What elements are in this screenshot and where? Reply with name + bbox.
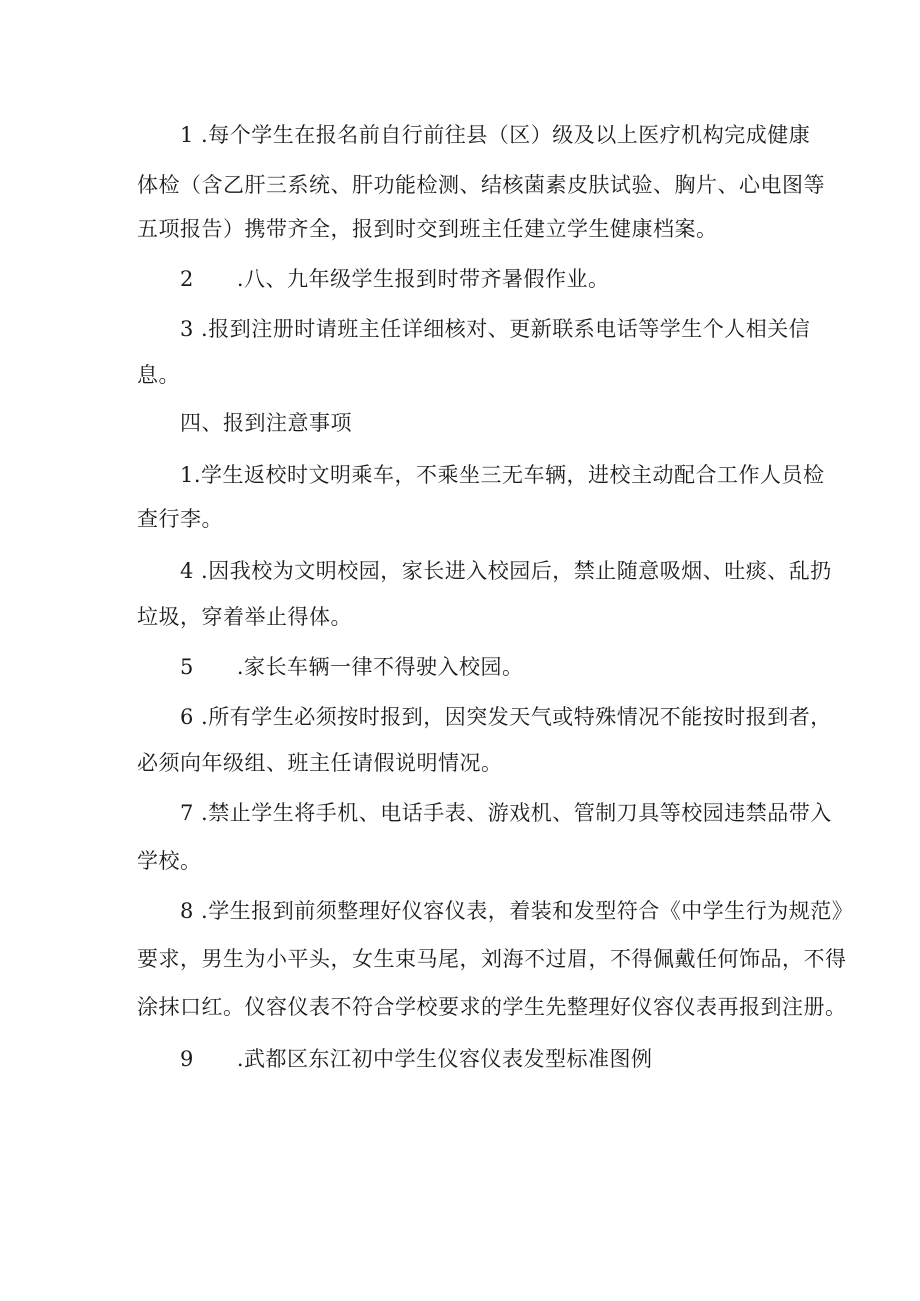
item-prohibited-line-1: 7 .禁止学生将手机、电话手表、游戏机、管制刀具等校园违禁品带入 [180,801,832,825]
item-health-line-3: 五项报告）携带齐全，报到时交到班主任建立学生健康档案。 [137,217,718,241]
item-parents-line-1: 4 .因我校为文明校园，家长进入校园后，禁止随意吸烟、吐痰、乱扔 [180,559,832,583]
item-appearance-line-2: 要求，男生为小平头，女生束马尾，刘海不过眉，不得佩戴任何饰品，不得 [137,947,847,971]
item-appearance-line-3: 涂抹口红。仪容仪表不符合学校要求的学生先整理好仪容仪表再报到注册。 [137,995,847,1019]
section-heading: 四、报到注意事项 [180,411,352,435]
item-health-line-2: 体检（含乙肝三系统、肝功能检测、结核菌素皮肤试验、胸片、心电图等 [137,173,825,197]
item-prohibited-line-2: 学校。 [137,849,202,873]
item-travel-line-1: 1.学生返校时文明乘车，不乘坐三无车辆，进校主动配合工作人员检 [180,463,825,487]
item-ontime-line-2: 必须向年级组、班主任请假说明情况。 [137,751,503,775]
item-travel-line-2: 查行李。 [137,507,223,531]
item-contact-line-2: 息。 [137,363,180,387]
item-health-line-1: 1 .每个学生在报名前自行前往县（区）级及以上医疗机构完成健康 [180,123,811,147]
item-ontime-line-1: 6 .所有学生必须按时报到，因突发天气或特殊情况不能按时报到者， [180,705,832,729]
item-hairstyle-line-1: 9 .武都区东江初中学生仪容仪表发型标准图例 [180,1047,653,1071]
item-homework-line-1: 2 .八、九年级学生报到时带齐暑假作业。 [180,267,610,291]
item-parents-line-2: 垃圾，穿着举止得体。 [137,605,352,629]
item-appearance-line-1: 8 .学生报到前须整理好仪容仪表，着装和发型符合《中学生行为规范》 [180,899,854,923]
item-vehicles-line-1: 5 .家长车辆一律不得驶入校园。 [180,655,524,679]
item-contact-line-1: 3 .报到注册时请班主任详细核对、更新联系电话等学生个人相关信 [180,317,811,341]
